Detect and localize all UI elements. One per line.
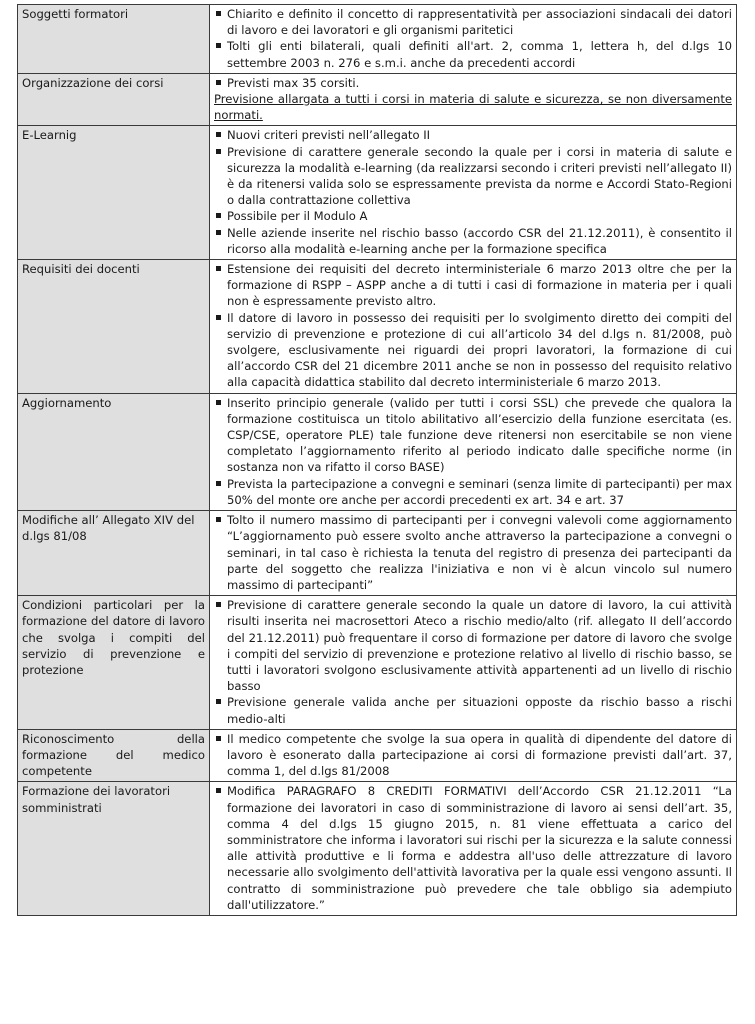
bullet-item	[214, 75, 732, 91]
bullet-item	[214, 597, 732, 694]
row-content	[210, 782, 737, 916]
table-row	[18, 596, 737, 730]
row-content	[210, 5, 737, 74]
bullet-text: Tolto il numero massimo di partecipanti per i convegni valevoli come aggiornamento “L’aggiornamento può essere svolto anche attraverso la partecipazione a convegni o seminari, in tal caso è richiesta la tenuta del registro di presenza dei partecipanti da parte del soggetto che realizza l'iniziativa e non vi è alcun vincolo sul numero massimo di partecipanti”	[227, 513, 732, 592]
row-label: Organizzazione dei corsi	[18, 73, 210, 126]
square-bullet-icon	[216, 315, 221, 320]
square-bullet-icon	[216, 788, 221, 793]
row-label: Modifiche all’ Allegato XIV del d.lgs 81/08	[18, 511, 210, 596]
bullet-item	[214, 225, 732, 257]
bullet-item	[214, 208, 732, 224]
bullet-text: Previsione generale valida anche per situazioni opposte da rischio basso a rischi medio-alti	[227, 695, 732, 726]
bullet-text: Previsti max 35 corsiti.	[227, 75, 360, 90]
row-content	[210, 260, 737, 394]
bullet-item	[214, 476, 732, 508]
square-bullet-icon	[216, 400, 221, 405]
row-label: Soggetti formatori	[18, 5, 210, 74]
bullet-item	[214, 38, 732, 70]
table-row	[18, 126, 737, 260]
square-bullet-icon	[216, 43, 221, 48]
square-bullet-icon	[216, 213, 221, 218]
row-content	[210, 511, 737, 596]
bullet-text: Il medico competente che svolge la sua opera in qualità di dipendente del datore di lavoro è esonerato dalla partecipazione ai corsi di formazione previsti dall’art. 37, comma 1, del d.lgs 81/2008	[227, 731, 732, 779]
row-label: Riconoscimento della formazione del medico competente	[18, 729, 210, 782]
square-bullet-icon	[216, 132, 221, 137]
square-bullet-icon	[216, 481, 221, 486]
row-content	[210, 126, 737, 260]
underlined-note: Previsione allargata a tutti i corsi in materia di salute e sicurezza, se non diversamente normati.	[214, 92, 732, 123]
square-bullet-icon	[216, 736, 221, 741]
bullet-text: Modifica PARAGRAFO 8 CREDITI FORMATIVI dell’Accordo CSR 21.12.2011 “La formazione dei lavoratori in caso di somministrazione di lavoro ai sensi dell’art. 35, comma 4 del d.lgs 15 giugno 2015, n. 81 viene effettuata a carico del somministratore che informa i lavoratori sui rischi per la sicurezza e la salute connessi alle attività produttive e li forma e addestra all'uso delle attrezzature di lavoro necessarie allo svolgimento dell'attività lavorativa per la quale essi vengono assunti. Il contratto di somministrazione può prevedere che tale obbligo sia adempiuto dall'utilizzatore.”	[227, 784, 732, 912]
bullet-text: Inserito principio generale (valido per tutti i corsi SSL) che prevede che qualora la formazione costituisca un titolo abilitativo all’esercizio della funzione esercitata (es. CSP/CSE, operatore PLE) tale funzione deve ritenersi non esercitabile se non viene completato l’aggiornamento riferito al periodo indicato dalle specifiche norme (in sostanza non va rifatto il corso BASE)	[227, 395, 732, 475]
table-row	[18, 729, 737, 782]
row-label: Formazione dei lavoratori somministrati	[18, 782, 210, 916]
bullet-text: Possibile per il Modulo A	[227, 209, 368, 224]
bullet-item	[214, 127, 732, 143]
bullet-list	[214, 395, 732, 508]
bullet-item	[214, 694, 732, 726]
square-bullet-icon	[216, 266, 221, 271]
square-bullet-icon	[216, 517, 221, 522]
bullet-list	[214, 731, 732, 780]
table-row	[18, 5, 737, 74]
table-row	[18, 260, 737, 394]
row-content	[210, 393, 737, 510]
bullet-item	[214, 310, 732, 391]
bullet-item	[214, 395, 732, 476]
bullet-item	[214, 783, 732, 913]
square-bullet-icon	[216, 11, 221, 16]
bullet-text: Estensione dei requisiti del decreto interministeriale 6 marzo 2013 oltre che per la formazione di RSPP – ASPP anche a di tutti i casi di formazione in materia per i quali non è espressamente previsto altro.	[227, 262, 732, 309]
row-label: Condizioni particolari per la formazione del datore di lavoro che svolga i compiti del servizio di prevenzione e protezione	[18, 596, 210, 730]
bullet-list	[214, 597, 732, 727]
row-content	[210, 73, 737, 126]
bullet-item	[214, 512, 732, 593]
bullet-item	[214, 731, 732, 780]
bullet-list	[214, 6, 732, 71]
table-row	[18, 73, 737, 126]
square-bullet-icon	[216, 149, 221, 154]
bullet-text: Tolti gli enti bilaterali, quali definiti all'art. 2, comma 1, lettera h, del d.lgs 10 settembre 2003 n. 276 e s.m.i. anche da precedenti accordi	[227, 39, 732, 70]
bullet-list	[214, 75, 732, 91]
bullet-list	[214, 512, 732, 593]
bullet-text: Nelle aziende inserite nel rischio basso (accordo CSR del 21.12.2011), è consentito il ricorso alla modalità e-learning anche per la formazione specifica	[227, 225, 732, 256]
bullet-text: Nuovi criteri previsti nell’allegato II	[227, 128, 431, 143]
bullet-list	[214, 127, 732, 257]
bullet-item	[214, 6, 732, 38]
bullet-text: Chiarito e definito il concetto di rappresentatività per associazioni sindacali dei datori di lavoro e dei lavoratori e gli organismi paritetici	[227, 7, 732, 38]
document	[17, 4, 737, 916]
row-label: Aggiornamento	[18, 393, 210, 510]
bullet-text: Previsione di carattere generale secondo la quale per i corsi in materia di salute e sicurezza la modalità e-learning (da realizzarsi secondo i criteri previsti nell’allegato II) è da ritenersi valida solo se espressamente prevista da norme e Accordi Stato-Regioni o dalla contrattazione collettiva	[227, 144, 732, 208]
row-label: Requisiti dei docenti	[18, 260, 210, 394]
bullet-text: Prevista la partecipazione a convegni e seminari (senza limite di partecipanti) per max 50% del monte ore anche per accordi precedenti ex art. 34 e art. 37	[227, 476, 732, 507]
row-label: E-Learnig	[18, 126, 210, 260]
square-bullet-icon	[216, 699, 221, 704]
bullet-item	[214, 261, 732, 310]
bullet-list	[214, 261, 732, 391]
bullet-list	[214, 783, 732, 913]
square-bullet-icon	[216, 602, 221, 607]
square-bullet-icon	[216, 80, 221, 85]
row-content	[210, 596, 737, 730]
summary-table	[17, 4, 737, 916]
bullet-text: Previsione di carattere generale secondo la quale un datore di lavoro, la cui attività risulti inserita nei macrosettori Ateco a rischio medio/alto (rif. allegato II dell’accordo del 21.12.2011) può frequentare il corso di formazione per datore di lavoro che svolge i compiti del servizio di prevenzione e protezione relativo al livello di rischio basso, se tutti i lavoratori svolgono esclusivamente attività appartenenti ad un livello di rischio basso	[227, 598, 732, 694]
bullet-item	[214, 144, 732, 209]
bullet-text: Il datore di lavoro in possesso dei requisiti per lo svolgimento diretto dei compiti del servizio di prevenzione e protezione di cui all’articolo 34 del d.lgs n. 81/2008, può svolgere, esclusivamente nei riguardi dei propri lavoratori, la formazione di cui all’accordo CSR del 21 dicembre 2011 anche se non in possesso del requisito relativo alla capacità didattica stabilito dal decreto interministeriale 6 marzo 2013.	[227, 310, 732, 390]
table-row	[18, 782, 737, 916]
table-row	[18, 393, 737, 510]
table-row	[18, 511, 737, 596]
row-content	[210, 729, 737, 782]
square-bullet-icon	[216, 230, 221, 235]
